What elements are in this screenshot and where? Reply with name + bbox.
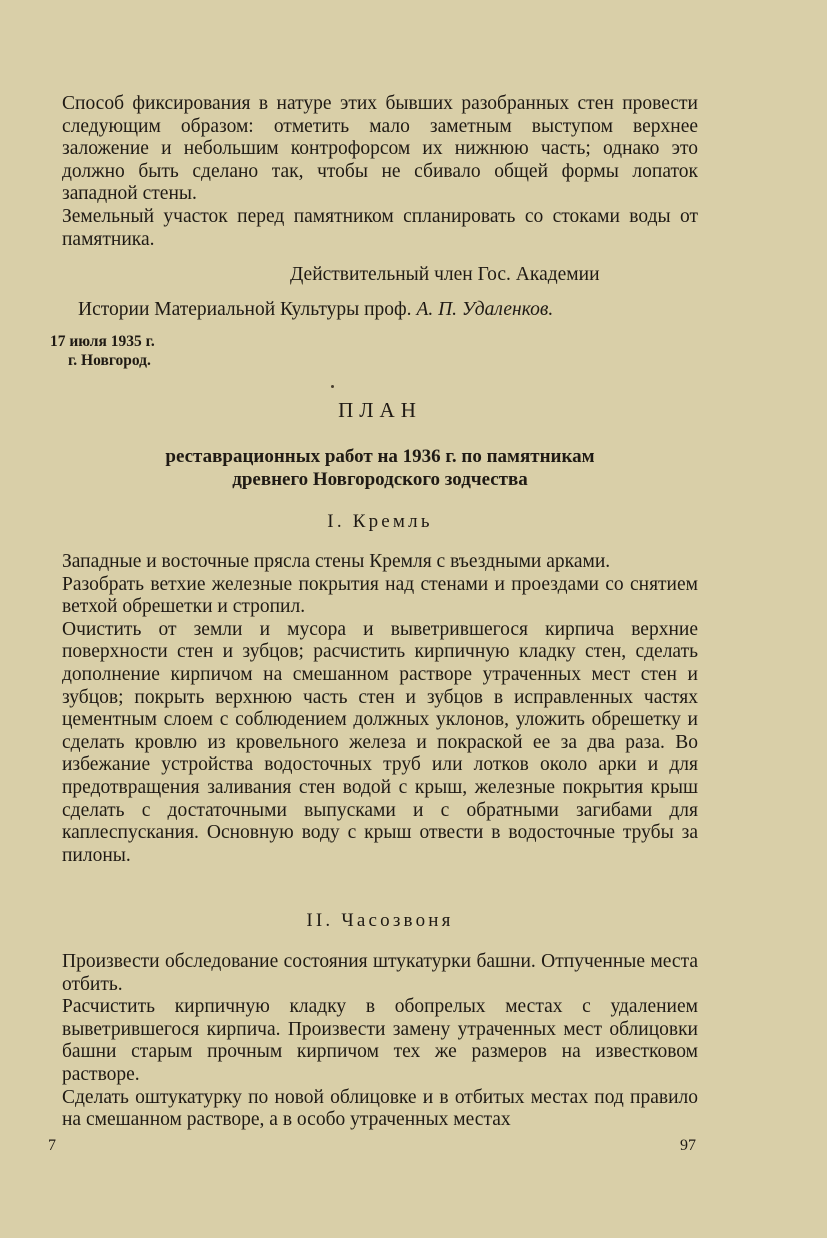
ink-speck [331,385,334,388]
section-2-paragraph: Расчистить кирпичную кладку в обопрелых местах с удалением выветрившегося кирпича. Произвести замену утраченных мест облицовки башни старым прочным кирпичом тех же размеров на известковом растворе. [62,996,698,1085]
section-1-heading: I. Кремль [327,511,433,532]
section-1-paragraph: Западные и восточные прясла стены Кремля с въездными арками. [62,551,611,572]
page-number: 97 [680,1137,696,1154]
intro-paragraph-2: Земельный участок перед памятником спланировать со стоками воды от памятника. [62,205,698,250]
signature-line-2 [78,298,553,322]
signature-mark: 7 [48,1137,56,1154]
plan-title: ПЛАН [338,398,422,422]
intro-block [62,93,698,251]
plan-subtitle-line-2: древнего Новгородского зодчества [232,469,528,490]
section-2-body [62,951,698,1132]
section-1-paragraph: Разобрать ветхие железные покрытия над стенами и проездами со снятием ветхой обрешетки и стропил. [62,573,698,618]
plan-subtitle-line-1: реставрационных работ на 1936 г. по памятникам [165,446,595,467]
signature-line-1: Действительный член Гос. Академии [290,264,600,285]
date-line: 17 июля 1935 г. [50,333,155,350]
section-1-paragraph: Очистить от земли и мусора и выветрившегося кирпича верхние поверхности стен и зубцов; расчистить кирпичную кладку стен, сделать дополнение кирпичом на смешанном растворе утраченных мест стен и зубцов; покрыть верхнюю часть стен и зубцов в исправленных частях цементным слоем с соблюдением должных уклонов, уложить обрешетку и сделать кровлю из кровельного железа и покраской ее за два раза. Во избежание устройства водосточных труб или лотков около арки и для предотвращения заливания стен водой с крыш, железные покрытия крыш сделать с достаточными выпусками и с обратными загибами для каплеспускания. Основную воду с крыш отвести в водосточные трубы за пилоны. [62,618,698,866]
section-2-paragraph: Сделать оштукатурку по новой облицовке и в отбитых местах под правило на смешанном растворе, а в особо утраченных местах [62,1086,698,1131]
section-1-body [62,551,698,867]
intro-paragraph-1: Способ фиксирования в натуре этих бывших разобранных стен провести следующим образом: отметить мало заметным выступом верхнее заложение и небольшим контрофорсом их нижнюю часть; однако это должно быть сделано так, чтобы не сбивало общей формы лопаток западной стены. [62,93,698,205]
section-2-heading: II. Часозвоня [306,910,454,931]
section-2-paragraph: Произвести обследование состояния штукатурки башни. Отпученные места отбить. [62,951,698,995]
place-line: г. Новгород. [68,352,151,369]
signature-title: Истории Материальной Культуры проф. [78,299,412,320]
signature-name: А. П. Удаленков. [416,299,554,320]
